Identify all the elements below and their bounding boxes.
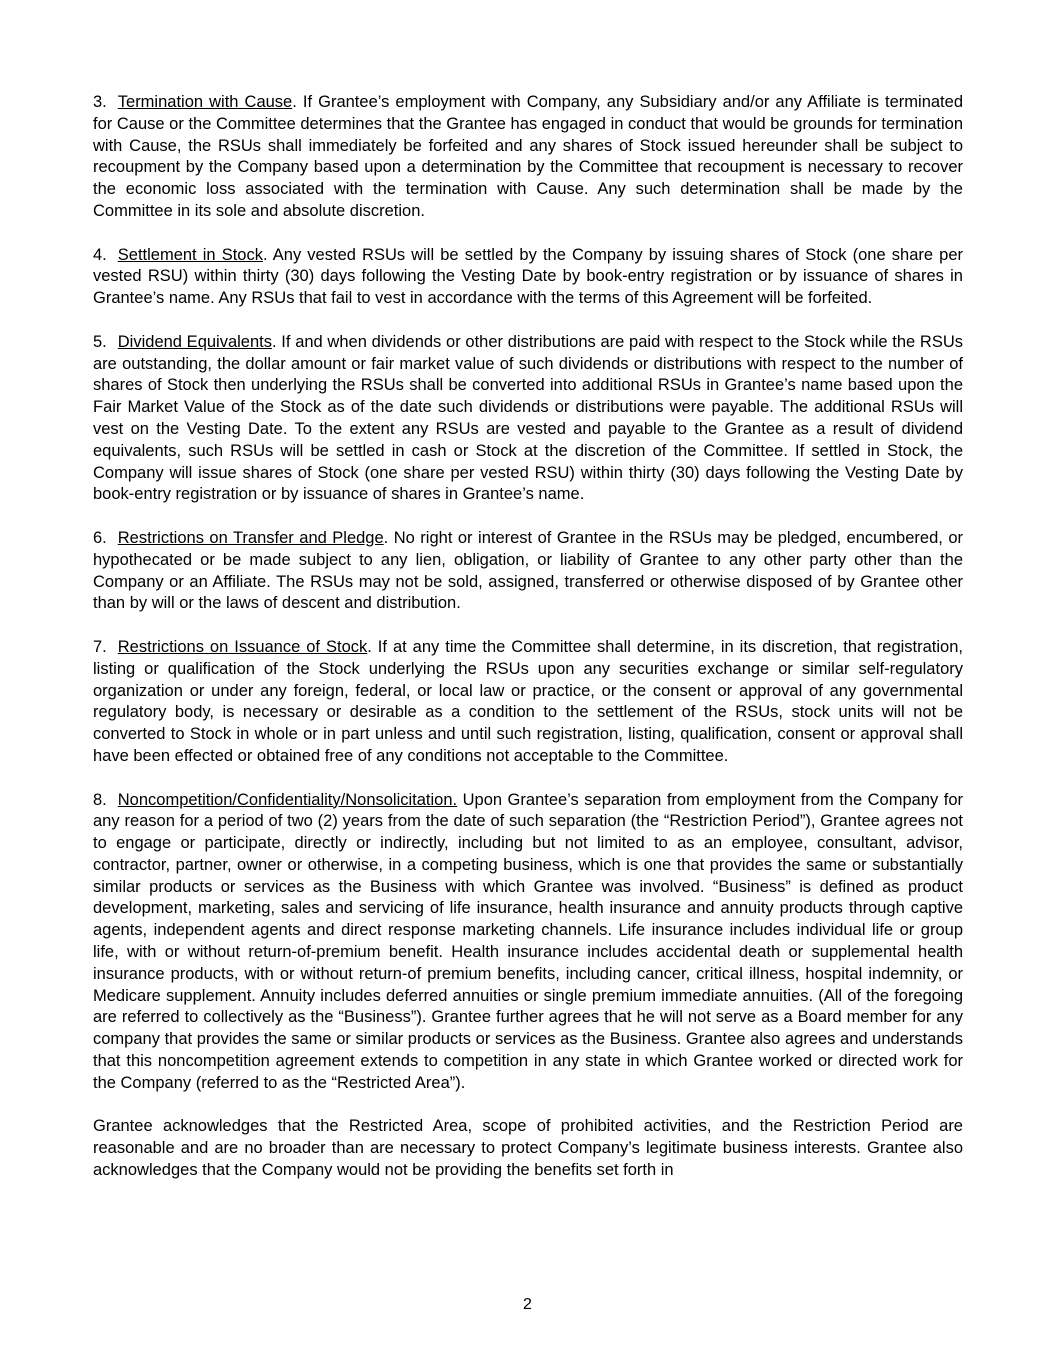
section-body: Upon Grantee’s separation from employment from the Company for any reason for a period of two (2) years from the date of such separation (the “Restriction Period”), Grantee agrees not to engage or participate, directly or indirectly, including but not limited to as an employee, consultant, advisor, contractor, partner, owner or otherwise, in a competing business, which is one that provides the same or substantially similar products or services as the Business with which Grantee was involved. “Business” is defined as product development, marketing, sales and servicing of life insurance, health insurance and annuity products through captive agents, independent agents and direct response marketing channels. Life insurance includes individual life or group life, with or without return-of-premium benefit. Health insurance includes accidental death or supplemental health insurance products, with or without return-of premium benefits, including cancer, critical illness, hospital indemnity, or Medicare supplement. Annuity includes deferred annuities or single premium immediate annuities. (All of the foregoing are referred to collectively as the “Business”). Grantee further agrees that he will not serve as a Board member for any company that provides the same or similar products or services as the Business. Grantee also agrees and understands that this noncompetition agreement extends to competition in any state in which Grantee worked or directed work for the Company (referred to as the “Restricted Area”). xyxy=(93,790,963,1092)
section-heading-tail: . xyxy=(262,245,268,264)
page-number: 2 xyxy=(523,1296,532,1313)
section-heading: Noncompetition/Confidentiality/Nonsolicitation. xyxy=(117,790,458,809)
section-body: If at any time the Committee shall determine, in its discretion, that registration, listing or qualification of the Stock underlying the RSUs upon any securities exchange or similar self-regulatory organization or under any foreign, federal, or local law or practice, or the consent or approval of any governmental regulatory body, is necessary or desirable as a condition to the settlement of the RSUs, stock units will not be converted to Stock in whole or in part unless and until such registration, listing, qualification, consent or approval shall have been effected or obtained free of any conditions not acceptable to the Committee. xyxy=(93,637,963,765)
section-heading: Dividend Equivalents xyxy=(117,332,272,351)
section-5 xyxy=(93,332,963,506)
document-page xyxy=(93,92,963,1204)
section-heading: Settlement in Stock xyxy=(117,245,263,264)
section-body: Any vested RSUs will be settled by the Company by issuing shares of Stock (one share per vested RSU) within thirty (30) days following the Vesting Date by book-entry registration or by issuance of shares in Grantee’s name. Any RSUs that fail to vest in accordance with the terms of this Agreement will be forfeited. xyxy=(93,245,963,308)
section-number: 5. xyxy=(93,332,107,351)
section-number: 8. xyxy=(93,790,107,809)
section-heading-tail: . xyxy=(272,332,277,351)
section-6 xyxy=(93,528,963,615)
section-body: If Grantee’s employment with Company, any Subsidiary and/or any Affiliate is terminated for Cause or the Committee determines that the Grantee has engaged in conduct that would be grounds for termination with Cause, the RSUs shall immediately be forfeited and any shares of Stock issued hereunder shall be subject to recoupment by the Company based upon a determination by the Committee that recoupment is necessary to recover the economic loss associated with the termination with Cause. Any such determination shall be made by the Committee in its sole and absolute discretion. xyxy=(93,93,963,220)
section-number: 6. xyxy=(93,528,107,547)
closing-paragraph: Grantee acknowledges that the Restricted Area, scope of prohibited activities, and the Restriction Period are reasonable and are no broader than are necessary to protect Company’s legitimate business interests. Grantee also acknowledges that the Company would not be providing the benefits set forth in xyxy=(93,1117,963,1180)
section-heading-tail: . xyxy=(367,637,372,656)
section-body: If and when dividends or other distributions are paid with respect to the Stock while the RSUs are outstanding, the dollar amount or fair market value of such dividends or distributions with respect to the number of shares of Stock then underlying the RSUs shall be converted into additional RSUs in Grantee’s name based upon the Fair Market Value of the Stock as of the date such dividends or distributions were payable. The additional RSUs will vest on the Vesting Date. To the extent any RSUs are vested and payable to the Grantee as a result of dividend equivalents, such RSUs will be settled in cash or Stock at the discretion of the Committee. If settled in Stock, the Company will issue shares of Stock (one share per vested RSU) within thirty (30) days following the Vesting Date by book-entry registration or by issuance of shares in Grantee’s name. xyxy=(93,332,964,504)
section-7 xyxy=(93,637,963,768)
section-number: 3. xyxy=(93,93,107,111)
section-heading-tail: . xyxy=(292,93,297,111)
section-number: 4. xyxy=(93,245,107,264)
section-heading: Restrictions on Transfer and Pledge xyxy=(117,528,384,547)
section-heading-tail: . xyxy=(383,528,389,547)
section-heading: Termination with Cause xyxy=(117,93,293,111)
section-4 xyxy=(93,245,963,310)
section-body: No right or interest of Grantee in the RSUs may be pledged, encumbered, or hypothecated or be made subject to any lien, obligation, or liability of Grantee to any other party other than the Company or an Affiliate. The RSUs may not be sold, assigned, transferred or otherwise disposed of by Grantee other than by will or the laws of descent and distribution. xyxy=(93,528,963,613)
section-8 xyxy=(93,790,963,1095)
section-heading: Restrictions on Issuance of Stock xyxy=(117,637,368,656)
section-number: 7. xyxy=(93,637,107,656)
section-3 xyxy=(93,92,963,223)
